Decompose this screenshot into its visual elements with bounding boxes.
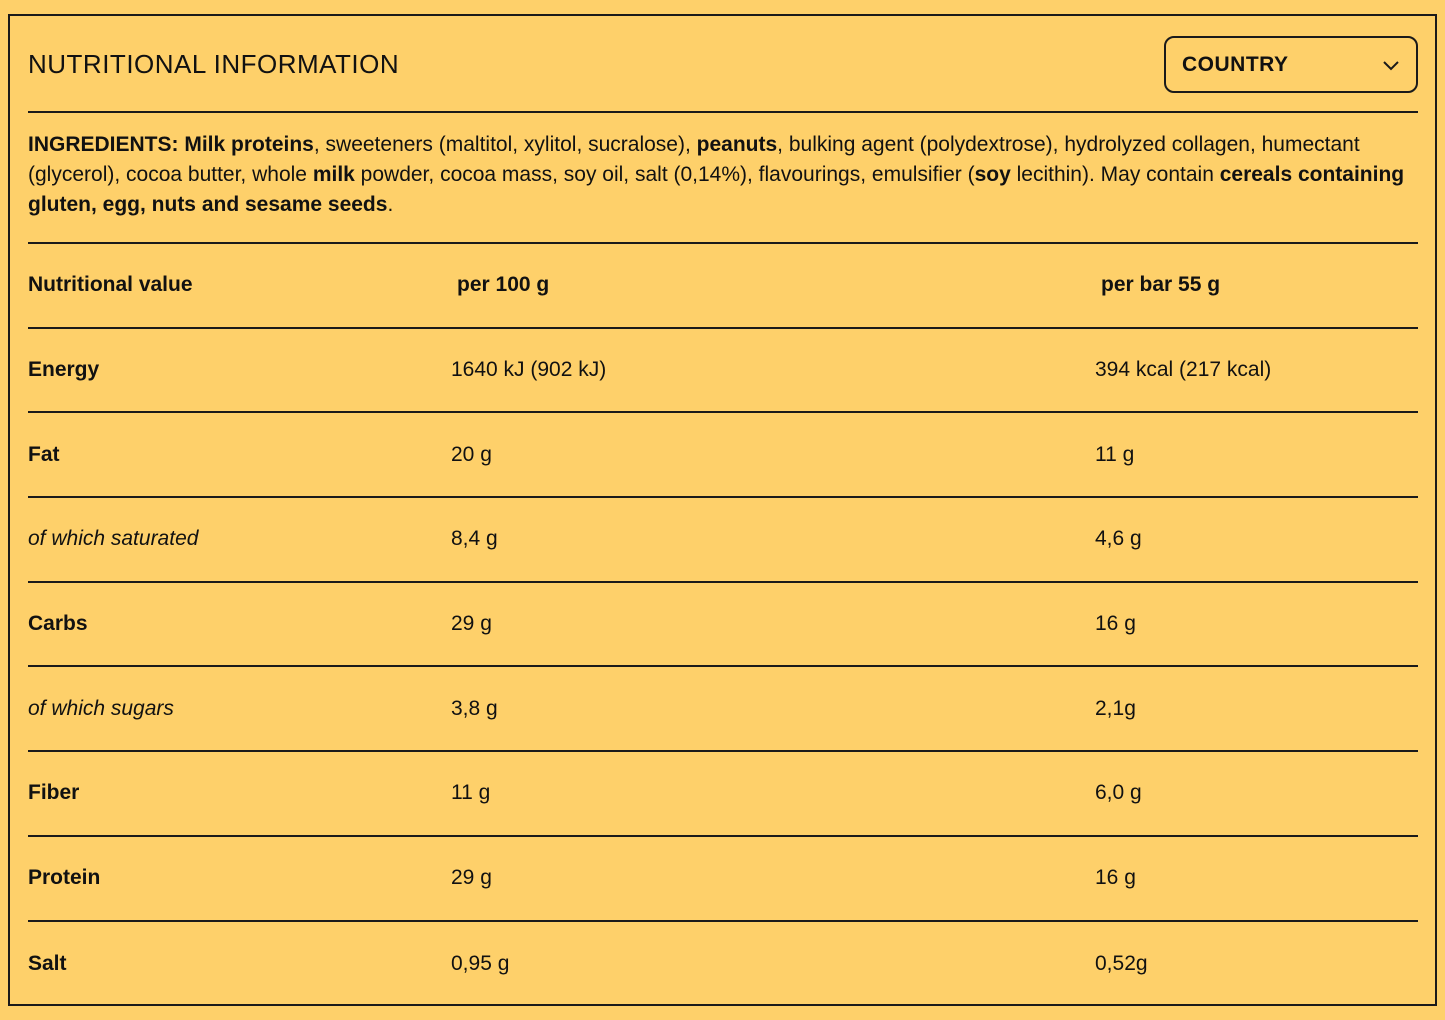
value-per-100g: 1640 kJ (902 kJ) [451, 358, 607, 382]
ingredients-segment: cereals containing gluten, egg, nuts and sesame seeds [28, 163, 1405, 216]
value-per-100g: 29 g [451, 612, 492, 636]
value-per-bar: 4,6 g [1095, 527, 1142, 551]
nutrition-panel [8, 14, 1437, 1006]
value-per-bar: 394 kcal (217 kcal) [1095, 358, 1272, 382]
ingredients-text [28, 130, 1418, 220]
nutrient-label: Energy [28, 358, 100, 382]
nutrient-label: of which sugars [28, 696, 174, 720]
nutrient-label: of which saturated [28, 527, 199, 551]
table-row [28, 837, 1418, 922]
ingredients-segment: powder, cocoa mass, soy oil, salt (0,14%), flavourings, emulsifier ( [354, 163, 975, 186]
ingredients-segment: milk [312, 163, 355, 186]
value-per-bar: 16 g [1095, 612, 1136, 636]
column-header-nutritional-value: Nutritional value [28, 273, 193, 297]
value-per-bar: 2,1g [1095, 696, 1136, 720]
country-select[interactable] [1164, 36, 1418, 93]
nutrient-label: Carbs [28, 612, 88, 636]
value-per-bar: 11 g [1095, 442, 1135, 466]
ingredients-segment: lecithin). May contain [1010, 163, 1220, 186]
value-per-bar: 16 g [1095, 866, 1136, 890]
ingredients-segment: . [387, 193, 394, 216]
country-select-label: COUNTRY [1182, 52, 1289, 76]
value-per-100g: 11 g [451, 781, 491, 805]
table-row [28, 752, 1418, 837]
table-row [28, 329, 1418, 414]
value-per-100g: 3,8 g [451, 696, 498, 720]
ingredients-segment: peanuts [696, 133, 778, 156]
chevron-down-icon [1382, 56, 1400, 74]
ingredients-segment: , bulking agent (polydextrose), hydrolyzed collagen, humectant (glycerol), cocoa butter, whole [28, 133, 1360, 186]
table-row [28, 667, 1418, 752]
nutrient-label: Salt [28, 951, 67, 975]
table-row [28, 498, 1418, 583]
column-header-per-100g: per 100 g [457, 273, 550, 297]
page-title: NUTRITIONAL INFORMATION [28, 49, 400, 79]
ingredients-segment: , sweeteners (maltitol, xylitol, sucralose), [313, 133, 697, 156]
nutrition-table [28, 244, 1418, 1006]
table-row [28, 413, 1418, 498]
nutrient-label: Fiber [28, 781, 80, 805]
panel-header [28, 16, 1418, 113]
table-row [28, 583, 1418, 668]
nutrient-label: Fat [28, 442, 60, 466]
value-per-bar: 0,52g [1095, 951, 1148, 975]
value-per-bar: 6,0 g [1095, 781, 1142, 805]
value-per-100g: 0,95 g [451, 951, 510, 975]
value-per-100g: 8,4 g [451, 527, 498, 551]
ingredients-segment: INGREDIENTS: Milk proteins [28, 133, 314, 156]
column-header-per-bar: per bar 55 g [1101, 273, 1221, 297]
table-row [28, 922, 1418, 1007]
value-per-100g: 29 g [451, 866, 492, 890]
table-header-row [28, 244, 1418, 329]
nutrient-label: Protein [28, 866, 101, 890]
ingredients-segment: soy [974, 163, 1011, 186]
value-per-100g: 20 g [451, 442, 492, 466]
